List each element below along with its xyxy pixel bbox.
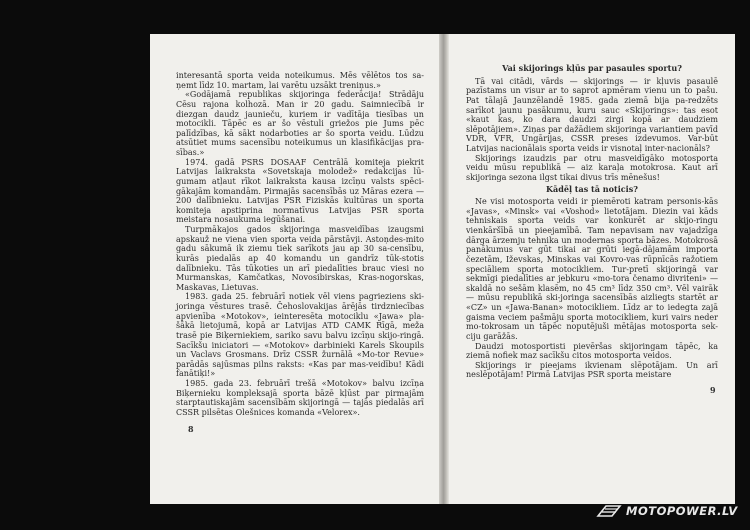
left-page-number: 8 [188, 424, 194, 434]
section-heading: Kādēļ tas tā noticis? [545, 183, 638, 194]
left-paragraph: 1974. gadā PSRS DOSAAF Centrālā komiteja piekrit Latvijas laikraksta «Sovetskaja molodež» redakcijas lū-gumam atļaut rīkot laikraksta kausa izcīņu valsts spēci-gākajām komandām. Pirmajās sacensībās uz Māras ezera — 200 dalībnieku. Latvijas PSR Fiziskās kultūras un sporta komiteja apstiprina normatīvus Latvijas PSR sporta meistara nosaukuma iegūšanai. [176, 157, 424, 225]
left-paragraph: 1985. gada 23. februārī trešā «Motokov» balvu izcīņa Biķernieku kompleksajā sporta bāzē kļūst par pirmajām starptautiskajām sacensībām skijoringā — tajās piedalās arī CSSR pilsētas Olešnices komanda «Velorex». [176, 379, 424, 417]
book-spread [150, 34, 735, 504]
left-page [150, 34, 440, 504]
watermark-logo [596, 500, 746, 522]
right-page-number: 9 [710, 385, 716, 395]
watermark-text: MOTOPOWER.LV [626, 504, 738, 518]
left-paragraph: interesantā sporta veida noteikumus. Mēs vēlētos tos sa-ņemt līdz 10. martam, lai varētu uzsākt treniņus.» [176, 71, 424, 90]
moto-wing-logo-icon [596, 502, 622, 520]
left-page-body [176, 71, 424, 418]
left-paragraph: Turpmākajos gados skijoringa masveidības izaugsmi apskauž ne viena vien sporta veida pārstāvji. Astoņdes-mito gadu sākumā ik ziemu tiek sarīkots jau ap 30 sa-censību, kurās piedalās ap 40 komandu un gandrīz tūk-stotis dalībnieku. Tās tūkoties un arī piedalīties brauc viesi no Murmanskas, Kamčatkas, Novosibirskas, Kras-nogorskas, Maskavas, Lietuvas. [176, 225, 424, 292]
right-paragraph: Tā vai citādi, vārds — skijorings — ir kļuvis pasaulē pazīstams un visur ar to saprot apmēram vienu un to pašu. Pat tālajā Jaunzēlandē 1985. gada ziemā bija pa-redzēts sarīkot jaunu pasākumu, kuru sauc «Skijorings»: tas esot «kaut kas, ko dara daudzi zirgi kopā ar daudziem slēpotājiem». Ziņas par dažādiem skijoringa variantiem pavīd VDR, VFR, Ungārijas, CSSR preses izdevumos. Var-būt Latvijas nacionālais sporta veids ir visnotaļ inter-nacionāls? [466, 76, 718, 153]
right-paragraph: Skijorings izaudzis par otru masveidīgāko motosporta veidu mūsu republikā — aiz karaļa motokrosa. Kaut arī skijoringa sezona ilgst tikai divus trīs mēnešus! [466, 153, 718, 182]
right-paragraph: Daudzi motosportisti pievēršas skijoringam tāpēc, ka ziemā nofiek maz sacīkšu citos motosporta veidos. [466, 341, 718, 361]
right-paragraph: Ne visi motosporta veidi ir piemēroti katram personis-kās «Javas», «Minsk» vai «Voshod» lietotājam. Diezin vai kāds tehniskais sporta veids var konkurēt ar skijo-ringu vienkāršībā un pieejamībā. Tam nepavisam nav vajadzīga dārga ārzemju tehnika un modernas sporta bāzes. Motokrosā panākumus var gūt tikai ar grūti iegā-dājamām importa čezetām, Iževskas, Minskas vai Kovro-vas rūpnīcās ražotiem speciāliem sporta motocikliem. Tur-pretī skijoringā var sekmīgi piedalīties ar jebkuru «mo-tora čenamo divriteni» — skaldā no sešām klasēm, no 45 cm³ līdz 350 cm³. Vēl vairāk — mūsu republikā ski-joringa sacensībās aizliegts startēt ar «CZ» un «Jawa-Banan» motocikliem. Līdz ar to iedegta zajā gaisma veciem pašmāju sporta motocikliem, kuri vairs neder mo-tokrosam un tāpēc noputējuši mētājas motosporta sek-ciju garāžās. [466, 197, 718, 341]
right-page [448, 34, 735, 504]
left-paragraph: «Godājamā republikas skijoringa federācija! Strādāju Cēsu rajona kolhozā. Man ir 20 gadu. Saimniecībā ir diezgan daudz jaunieču, kuriem ir vadītāja tiesības un motocikli. Tāpēc es ar šo vēstuli griežos pie Jums pēc palīdzības, kā sākt nodarboties ar šo sporta veidu. Lūdzu atsūtiet mums sacensību noteikumus un klasifikācijas pra-sības.» [176, 90, 424, 157]
right-paragraph: Skijorings ir pieejams ikvienam slēpotājam. Un arī neslēpotājam! Pirmā Latvijas PSR sporta meistare [466, 360, 718, 380]
right-page-body [466, 62, 718, 380]
left-paragraph: 1983. gada 25. februārī notiek vēl viens pagrieziens ski-joringa vēstures trasē. Čehoslovakijas ārējās tirdzniecības apvienība «Motokov», ieinteresēta motociklu «Jawa» pla-šākā lietojumā, kopā ar Latvijas ATD CAMK Rīgā, meža trasē pie Biķerniekiem, sariko savu balvu izcīņu skijo-ringā. Sacīkšu iniciatori — «Motokov» darbinieki Karels Skoupils un Vaclavs Grosmans. Drīz CSSR žurnālā «Mo-tor Revue» parādās sajūsmas pilns raksts: «Kas par mas-veidību! Kādi fanātiķi!» [176, 292, 424, 379]
section-heading: Vai skijorings kļūs par pasaules sportu? [502, 63, 682, 73]
